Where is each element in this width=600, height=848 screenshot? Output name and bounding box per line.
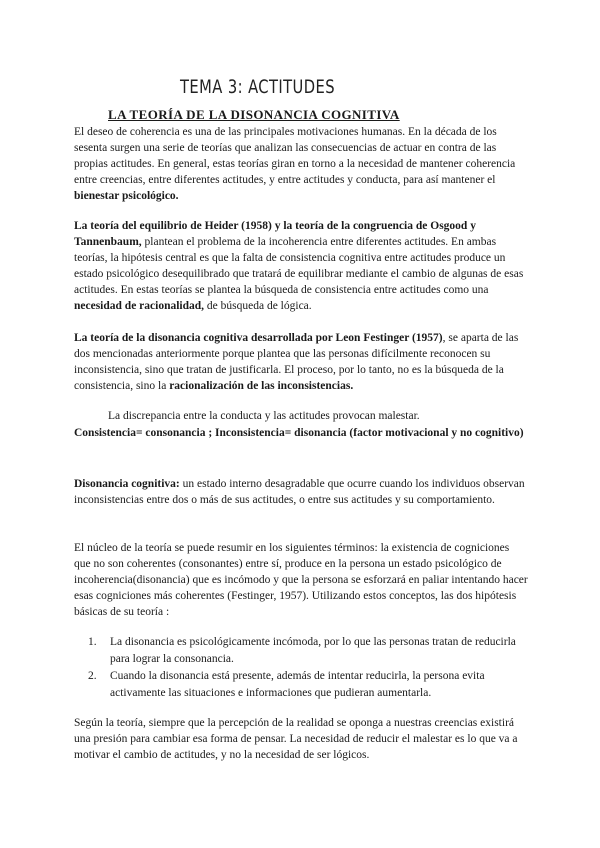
hypotheses-list [88,634,528,702]
paragraph-dissonance-definition [74,476,528,508]
paragraph-text: plantean el problema de la incoherencia entre diferentes actitudes. En ambas teorías, la hipótesis central es que la falta de consistencia cognitiva entre actitudes produce un estado psicológico desequilibrado que tratará de equilibrar mediante el cambio de algunas de esas actitudes. En estas teorías se plantea la búsqueda de consistencia entre actitudes como una [74,236,524,296]
list-item-text: Cuando la disonancia está presente, además de intentar reducirla, la persona evita activamente las situaciones e informaciones que pudieran aumentarla. [110,670,485,699]
paragraph-heider-osgood [74,218,528,314]
list-item [88,634,528,668]
paragraph-text: de búsqueda de lógica. [204,300,312,312]
list-number: 1. [88,636,97,648]
list-number: 2. [88,670,97,682]
paragraph-discrepancy: La discrepancia entre la conducta y las actitudes provocan malestar. [108,410,420,422]
paragraph-consistency-definition: Consistencia= consonancia ; Inconsistencia= disonancia (factor motivacional y no cognitivo) [74,427,524,439]
bold-phrase: bienestar psicológico. [74,190,179,202]
bold-phrase: La teoría del equilibrio de Heider (1958) y la teoría de la congruencia de Osgood y Tannenbaum, [74,220,476,248]
topic-title: TEMA 3: ACTITUDES [180,76,335,98]
paragraph-theory-core: El núcleo de la teoría se puede resumir en los siguientes términos: la existencia de cogniciones que no son coherentes (consonantes) entre sí, produce en la persona un estado psicológico de incoherencia(disonancia) que es incómodo y que la persona se esforzará en paliar intentando hacer esas cogniciones más coherentes (Festinger, 1957). Utilizando estos conceptos, las dos hipótesis básicas de su teoría : [74,542,528,618]
paragraph-festinger [74,330,528,394]
paragraph-text: un estado interno desagradable que ocurre cuando los individuos observan inconsistencias entre dos o más de sus actitudes, o entre sus actitudes y su comportamiento. [74,478,525,506]
bold-phrase: racionalización de las inconsistencias. [169,380,354,392]
bold-phrase: La teoría de la disonancia cognitiva desarrollada por Leon Festinger (1957) [74,332,443,344]
bold-phrase: necesidad de racionalidad, [74,300,205,312]
paragraph-coherence [74,124,528,204]
paragraph-conclusion: Según la teoría, siempre que la percepción de la realidad se oponga a nuestras creencias existirá una presión para cambiar esa forma de pensar. La necesidad de reducir el malestar es lo que va a motivar el cambio de actitudes, y no la necesidad de ser lógicos. [74,717,518,761]
paragraph-text: El deseo de coherencia es una de las principales motivaciones humanas. En la década de los sesenta surgen una serie de teorías que analizan las consecuencias de actuar en contra de las propias actitudes. En general, estas teorías giran en torno a la necesidad de mantener coherencia entre creencias, entre diferentes actitudes, y entre actitudes y conducta, para así mantener el [74,126,516,186]
paragraph-text: , se aparta de las dos mencionadas anteriormente porque plantea que las personas difícilmente reconocen su inconsistencia, sino que tratan de justificarla. El proceso, por lo tanto, no es la búsqueda de la consistencia, sino la [74,332,519,392]
bold-phrase: Disonancia cognitiva: [74,478,180,490]
list-item [88,668,528,702]
list-item-text: La disonancia es psicológicamente incómoda, por lo que las personas tratan de reducirla para lograr la consonancia. [110,636,516,665]
section-heading: LA TEORÍA DE LA DISONANCIA COGNITIVA [108,107,400,122]
